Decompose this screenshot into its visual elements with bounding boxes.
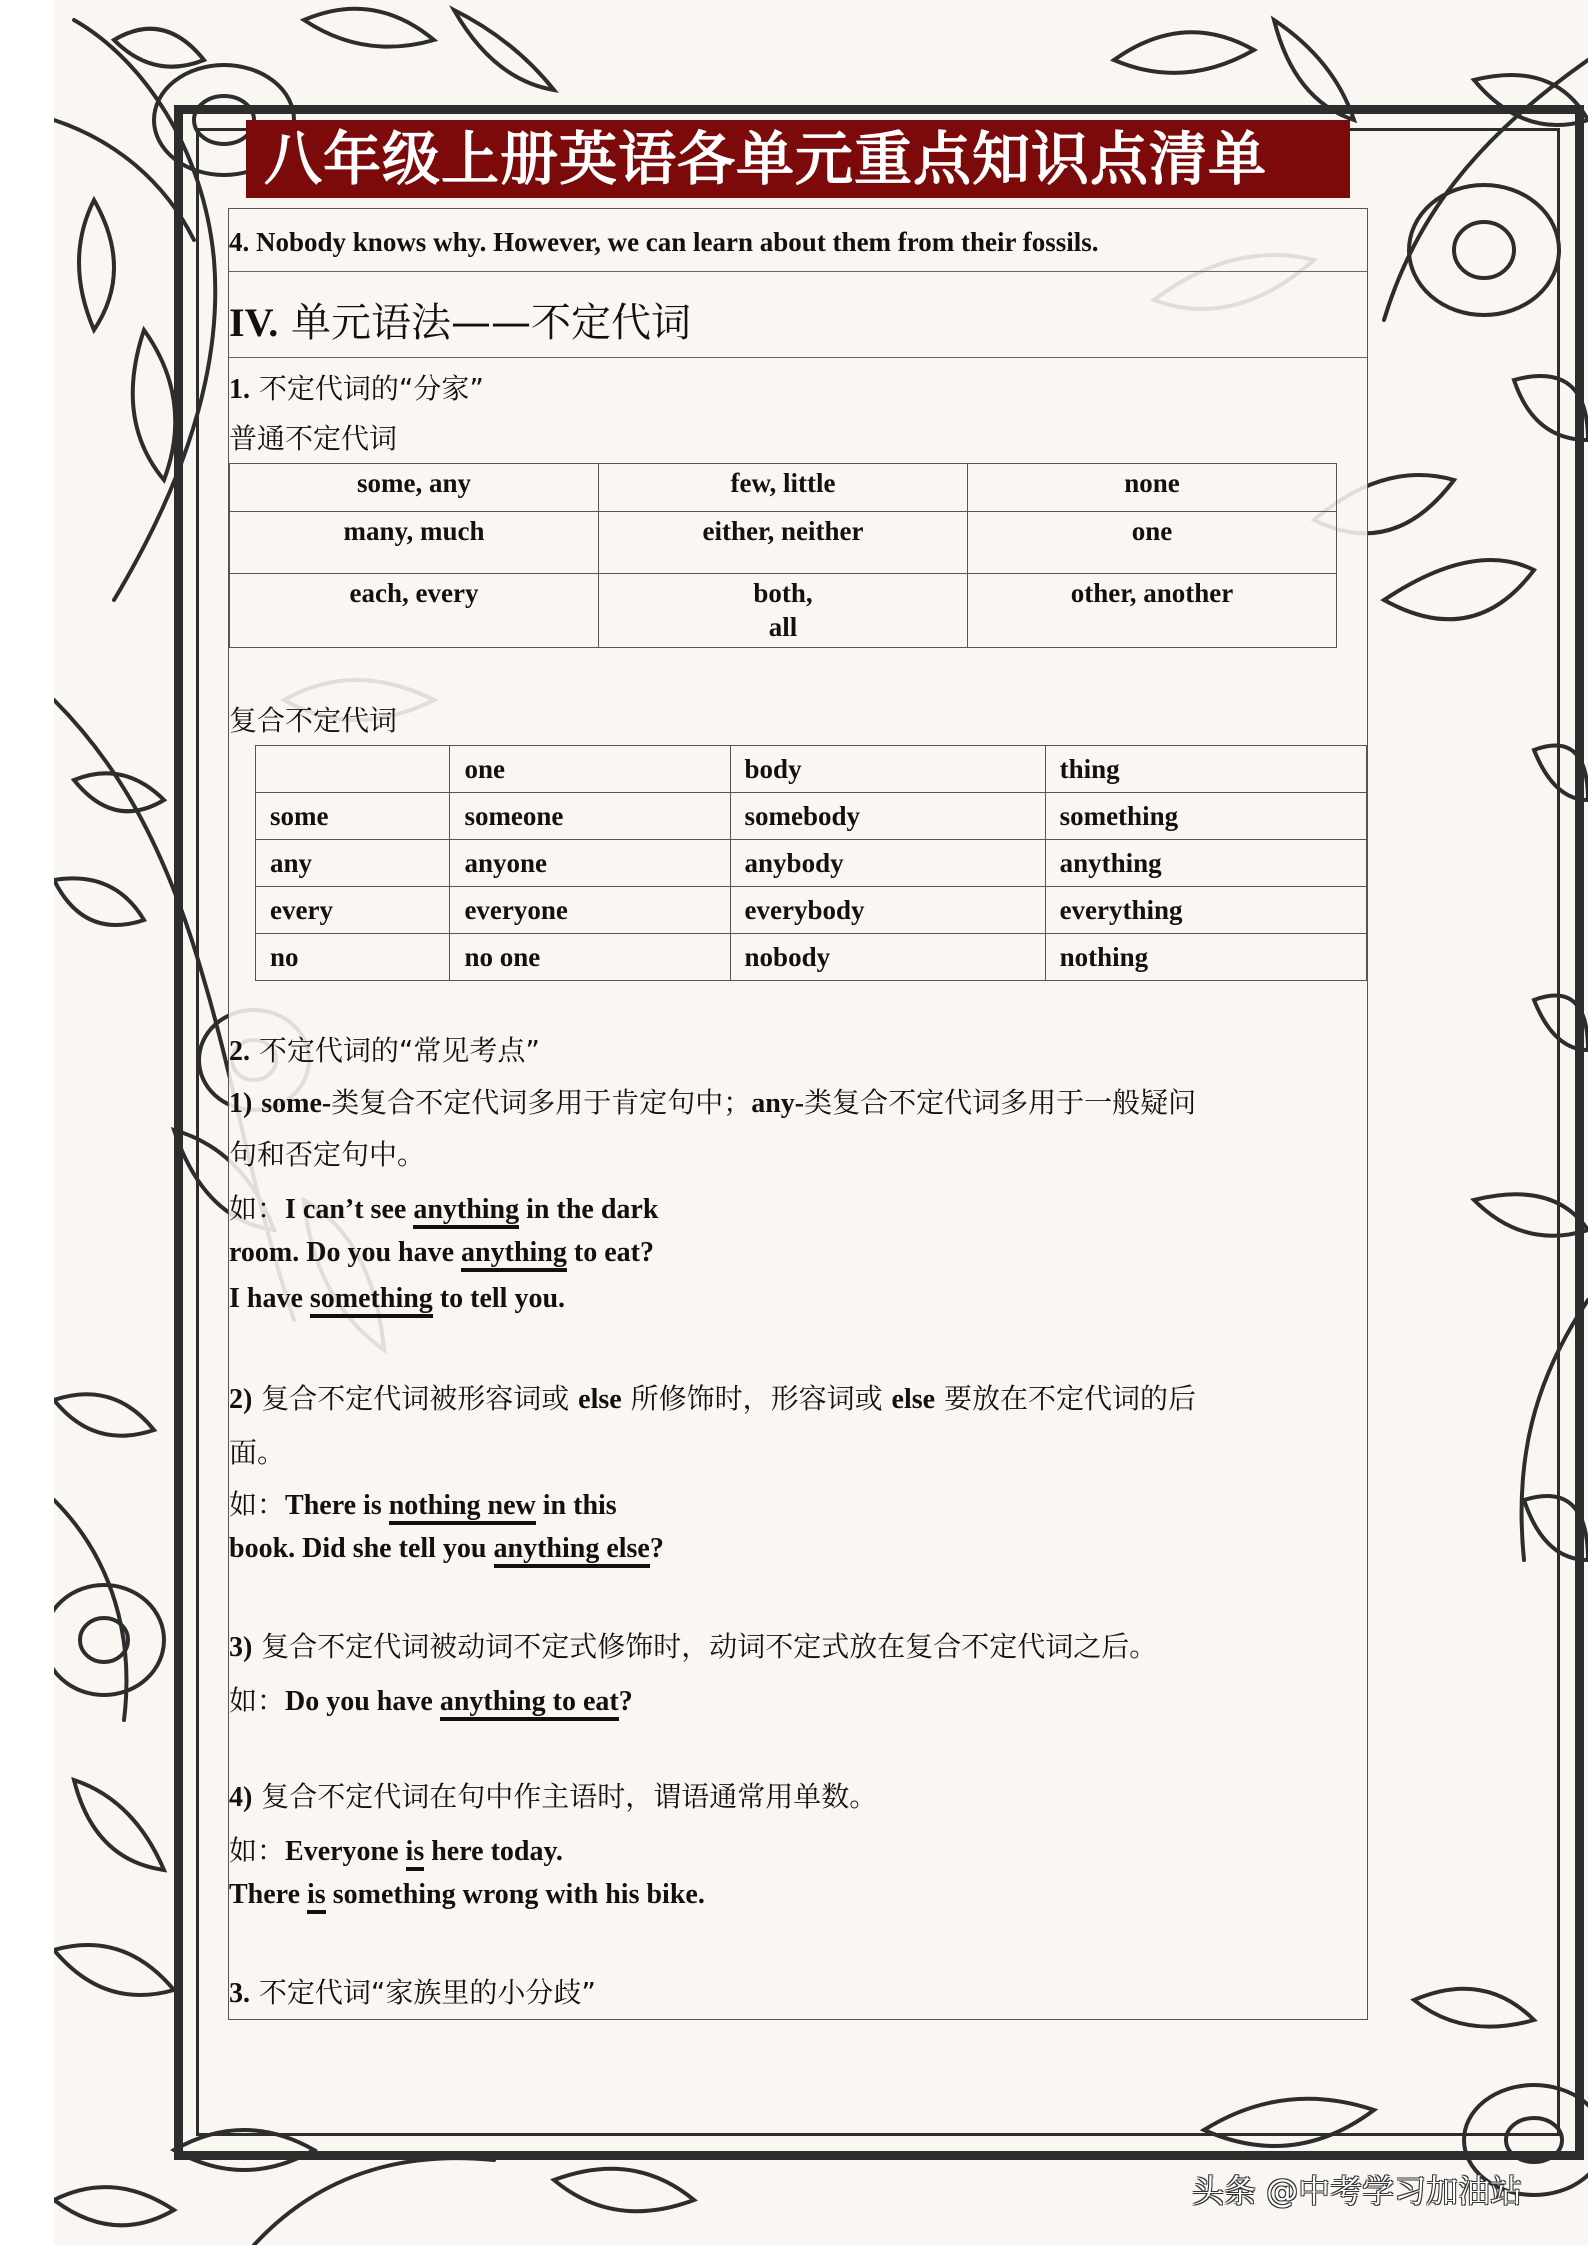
example-text: ?	[618, 1686, 633, 1717]
table-cell: anyone	[450, 840, 730, 887]
part3-number: 3.	[229, 1978, 250, 2009]
intro-text: Nobody knows why. However, we can learn about them from their fossils.	[256, 227, 1099, 257]
rule3-number: 3)	[229, 1632, 253, 1663]
example-text: room. Do you have	[229, 1237, 462, 1268]
example-label: 如：	[229, 1684, 286, 1717]
section-heading	[229, 291, 691, 348]
rule4-example-1	[229, 1829, 563, 1869]
part3-title: 不定代词“家族里的小分歧”	[258, 1976, 596, 2009]
section-title: 单元语法——不定代词	[291, 300, 692, 346]
table-header-cell: body	[730, 746, 1045, 793]
left-margin-strip	[0, 0, 54, 2245]
table-cell: no	[256, 934, 450, 981]
table-cell: few, little	[599, 464, 968, 512]
part3-heading	[229, 1971, 596, 2011]
table-cell: everybody	[730, 887, 1045, 934]
table-cell: both, all	[599, 574, 968, 648]
table-header-cell: one	[450, 746, 730, 793]
table-cell: every	[256, 887, 450, 934]
rule1-desc: 类复合不定代词多用于一般疑问	[804, 1086, 1197, 1119]
rule2-continued: 面。	[229, 1436, 286, 1469]
example-keyword: anything	[461, 1237, 567, 1272]
example-text: Everyone	[285, 1836, 406, 1867]
table-cell: someone	[450, 793, 730, 840]
rule4-text	[229, 1775, 877, 1815]
table-header-row	[256, 746, 1367, 793]
rule1-desc: 类复合不定代词多用于肯定句中；	[331, 1086, 752, 1119]
rule2-example-1	[229, 1483, 617, 1523]
table-header-cell: thing	[1045, 746, 1366, 793]
example-keyword: is	[307, 1879, 326, 1914]
rule3-desc: 复合不定代词被动词不定式修饰时，动词不定式放在复合不定代词之后。	[261, 1630, 1158, 1663]
example-label: 如：	[229, 1488, 286, 1521]
example-text: something wrong with his bike.	[325, 1879, 705, 1910]
rule1-term: some-	[261, 1088, 332, 1119]
table-cell: nobody	[730, 934, 1045, 981]
table-cell: some	[256, 793, 450, 840]
table-cell: somebody	[730, 793, 1045, 840]
divider	[229, 357, 1367, 358]
example-keyword: anything else	[494, 1533, 650, 1568]
rule2-term: else	[891, 1384, 936, 1415]
table-row	[230, 464, 1337, 512]
rule1-continued: 句和否定句中。	[229, 1138, 426, 1171]
rule1-example-1	[229, 1187, 658, 1227]
intro-number: 4.	[229, 227, 250, 257]
rule1-text	[229, 1081, 1196, 1121]
table-row	[256, 840, 1367, 887]
part2-number: 2.	[229, 1036, 250, 1067]
paper-sheet	[54, 0, 1588, 2245]
example-keyword: anything	[413, 1194, 519, 1229]
table-cell: many, much	[230, 512, 599, 574]
example-text: to eat?	[566, 1237, 654, 1268]
example-label: 如：	[229, 1192, 286, 1225]
rule2-number: 2)	[229, 1384, 253, 1415]
part2-title: 不定代词的“常见考点”	[258, 1034, 540, 1067]
table-row	[256, 793, 1367, 840]
table-cell: one	[968, 512, 1337, 574]
rule2-example-2	[229, 1533, 664, 1565]
example-keyword: nothing new	[389, 1490, 536, 1525]
intro-sentence	[229, 227, 1099, 258]
example-text: in this	[535, 1490, 617, 1521]
example-text: in the dark	[519, 1194, 659, 1225]
rule1-term: any-	[751, 1088, 805, 1119]
rule2-desc: 要放在不定代词的后	[943, 1382, 1196, 1415]
example-text: here today.	[424, 1836, 563, 1867]
rule3-example	[229, 1679, 633, 1719]
compound-pronouns-label: 复合不定代词	[229, 704, 398, 737]
watermark: 头条 @中考学习加油站	[1192, 2172, 1523, 2210]
example-text: There	[229, 1879, 308, 1910]
divider	[229, 271, 1367, 272]
example-text: ?	[649, 1533, 664, 1564]
example-text: book. Did she tell you	[229, 1533, 494, 1564]
rule1-number: 1)	[229, 1088, 253, 1119]
table-row	[230, 512, 1337, 574]
table-row	[256, 934, 1367, 981]
table-cell: nothing	[1045, 934, 1366, 981]
example-keyword: anything to eat	[440, 1686, 619, 1721]
table-cell: either, neither	[599, 512, 968, 574]
rule2-text	[229, 1377, 1196, 1417]
table-cell: something	[1045, 793, 1366, 840]
example-text: I can’t see	[285, 1194, 414, 1225]
common-pronouns-label: 普通不定代词	[229, 422, 398, 455]
rule4-number: 4)	[229, 1782, 253, 1813]
table-cell: anything	[1045, 840, 1366, 887]
table-cell: none	[968, 464, 1337, 512]
table-cell: no one	[450, 934, 730, 981]
example-keyword: something	[310, 1283, 433, 1318]
rule4-desc: 复合不定代词在句中作主语时，谓语通常用单数。	[261, 1780, 878, 1813]
table-row	[256, 887, 1367, 934]
rule2-desc: 所修饰时，形容词或	[630, 1382, 883, 1415]
example-text: There is	[285, 1490, 389, 1521]
example-keyword: is	[406, 1836, 425, 1871]
table-cell: anybody	[730, 840, 1045, 887]
example-text: Do you have	[285, 1686, 440, 1717]
rule2-term: else	[578, 1384, 622, 1415]
compound-pronouns-table	[255, 745, 1367, 981]
rule3-text	[229, 1625, 1157, 1665]
table-cell: each, every	[230, 574, 599, 648]
example-text: to tell you.	[432, 1283, 566, 1314]
table-header-cell	[256, 746, 450, 793]
example-text: I have	[229, 1283, 310, 1314]
rule2-desc: 复合不定代词被形容词或	[261, 1382, 570, 1415]
table-cell: everyone	[450, 887, 730, 934]
part1-title: 不定代词的“分家”	[258, 372, 484, 405]
table-cell: other, another	[968, 574, 1337, 648]
part1-number: 1.	[229, 374, 250, 405]
section-number: IV.	[229, 300, 279, 345]
part1-heading	[229, 367, 484, 407]
rule4-example-2	[229, 1879, 705, 1911]
page-title: 八年级上册英语各单元重点知识点清单	[246, 120, 1350, 198]
content-panel	[228, 208, 1368, 2020]
table-cell: everything	[1045, 887, 1366, 934]
part2-heading	[229, 1029, 540, 1069]
example-label: 如：	[229, 1834, 286, 1867]
common-pronouns-table	[229, 463, 1337, 648]
rule1-example-2	[229, 1237, 654, 1269]
table-cell: any	[256, 840, 450, 887]
rule1-example-3	[229, 1283, 565, 1315]
table-row	[230, 574, 1337, 648]
table-cell: some, any	[230, 464, 599, 512]
